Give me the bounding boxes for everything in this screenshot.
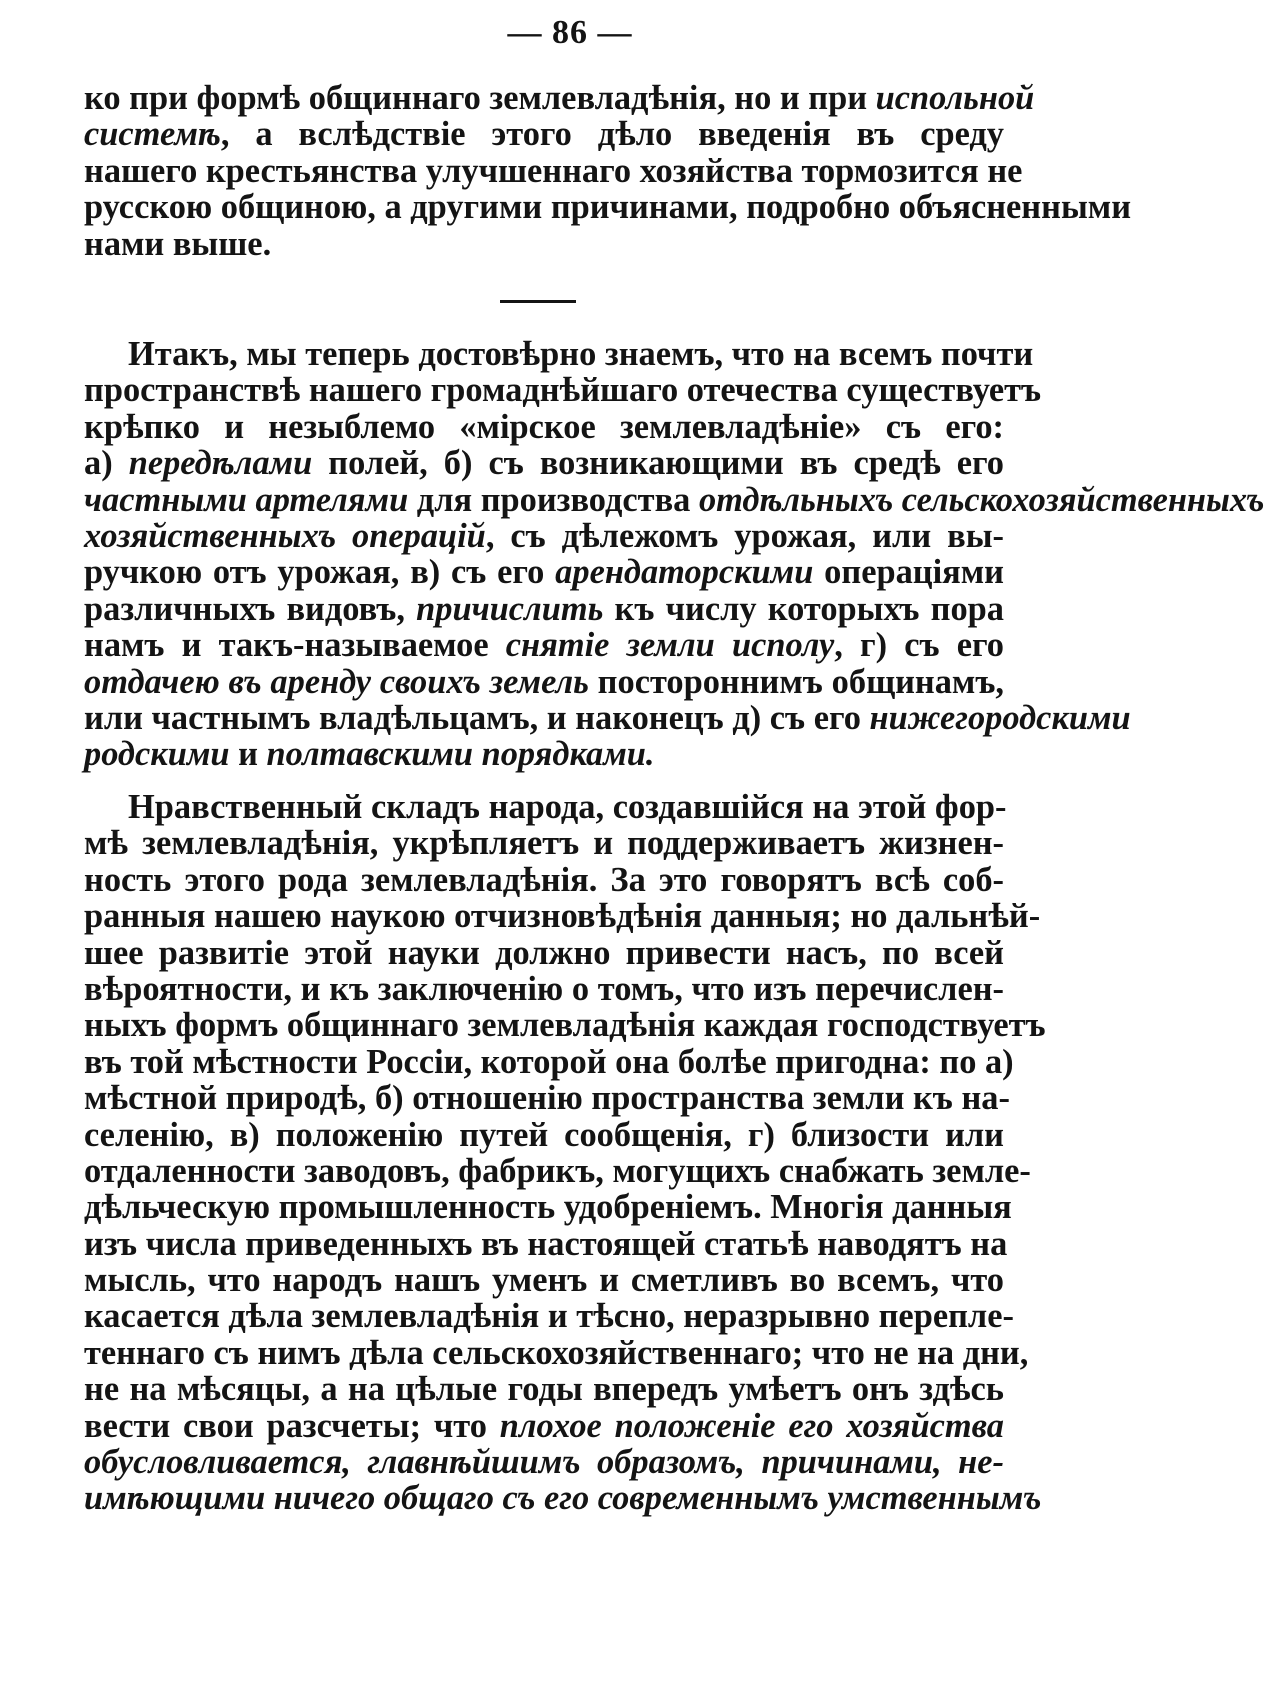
text-line: мѣ землевладѣнія, укрѣпляетъ и поддерживаетъ жизнен- <box>84 824 1004 863</box>
text-line: частными артелями для производства отдѣльныхъ сельскохозяйственныхъ <box>84 480 1264 519</box>
text-line: въ той мѣстности Россіи, которой она болѣе пригодна: по а) <box>84 1042 1014 1081</box>
text-line: ность этого рода землевладѣнія. За это говорятъ всѣ соб- <box>84 860 1004 899</box>
text-line: теннаго съ нимъ дѣла сельскохозяйственнаго; что не на дни, <box>84 1333 1029 1372</box>
text-line: намъ и такъ-называемое снятіе земли исполу, г) съ его <box>84 626 1004 665</box>
paragraph-continuation <box>84 79 1132 263</box>
text-line: дѣльческую промышленность удобреніемъ. Многія данныя <box>84 1188 1012 1227</box>
text-line: нашего крестьянства улучшеннаго хозяйства тормозится не <box>84 151 1023 190</box>
text-line: а) передѣлами полей, б) съ возникающими въ средѣ его <box>84 444 1004 483</box>
text-line: системѣ, а вслѣдствіе этого дѣло введенія въ среду <box>84 115 1004 154</box>
text-line: мысль, что народъ нашъ уменъ и сметливъ во всемъ, что <box>84 1261 1004 1300</box>
text-line: вести свои разсчеты; что плохое положеніе его хозяйства <box>84 1406 1004 1445</box>
text-line: Итакъ, мы теперь достовѣрно знаемъ, что на всемъ почти <box>128 335 1034 373</box>
text-line: родскими и полтавскими порядками. <box>84 735 655 774</box>
text-line: ко при формѣ общиннаго землевладѣнія, но и при испольной <box>84 79 1035 117</box>
text-line: селенію, в) положенію путей сообщенія, г) близости или <box>84 1115 1004 1154</box>
text-line: различныхъ видовъ, причислить къ числу которыхъ пора <box>84 589 1004 628</box>
text-line: не на мѣсяцы, а на цѣлые годы впередъ умѣетъ онъ здѣсь <box>84 1370 1004 1409</box>
text-line: имѣющими ничего общаго съ его современнымъ умственнымъ <box>84 1479 1042 1518</box>
text-line: ранныя нашею наукою отчизновѣдѣнія данныя; но дальнѣй- <box>84 897 1041 936</box>
paragraph-summary <box>84 335 1264 774</box>
text-line: хозяйственныхъ операцій, съ дѣлежомъ урожая, или вы- <box>84 516 1004 555</box>
text-line: Нравственный складъ народа, создавшійся на этой фор- <box>128 788 1007 826</box>
text-line: отдачею въ аренду своихъ земель постороннимъ общинамъ, <box>84 662 1004 701</box>
text-line: крѣпко и незыблемо «мірское землевладѣніе» съ его: <box>84 407 1004 446</box>
text-line: пространствѣ нашего громаднѣйшаго отечества существуетъ <box>84 371 1042 410</box>
text-line: шее развитіе этой науки должно привести насъ, по всей <box>84 933 1004 972</box>
text-line: или частнымъ владѣльцамъ, и наконецъ д) съ его нижегородскими <box>84 698 1131 737</box>
text-line: обусловливается, главнѣйшимъ образомъ, причинами, не- <box>84 1443 1004 1482</box>
text-line: вѣроятности, и къ заключенію о томъ, что изъ перечислен- <box>84 969 1004 1008</box>
section-divider <box>500 300 576 303</box>
text-line: нами выше. <box>84 224 272 263</box>
text-line: касается дѣла землевладѣнія и тѣсно, неразрывно перепле- <box>84 1297 1014 1336</box>
text-line: мѣстной природѣ, б) отношенію пространства земли къ на- <box>84 1079 1010 1118</box>
text-line: ручкою отъ урожая, в) съ его арендаторскими операціями <box>84 553 1004 592</box>
text-line: изъ числа приведенныхъ въ настоящей статьѣ наводятъ на <box>84 1224 1008 1263</box>
paragraph-moral <box>84 788 1046 1518</box>
page-number: — 86 — <box>507 14 633 51</box>
text-line: ныхъ формъ общиннаго землевладѣнія каждая господствуетъ <box>84 1006 1046 1045</box>
text-line: русскою общиною, а другими причинами, подробно объясненными <box>84 188 1132 227</box>
text-line: отдаленности заводовъ, фабрикъ, могущихъ снабжать земле- <box>84 1151 1031 1190</box>
